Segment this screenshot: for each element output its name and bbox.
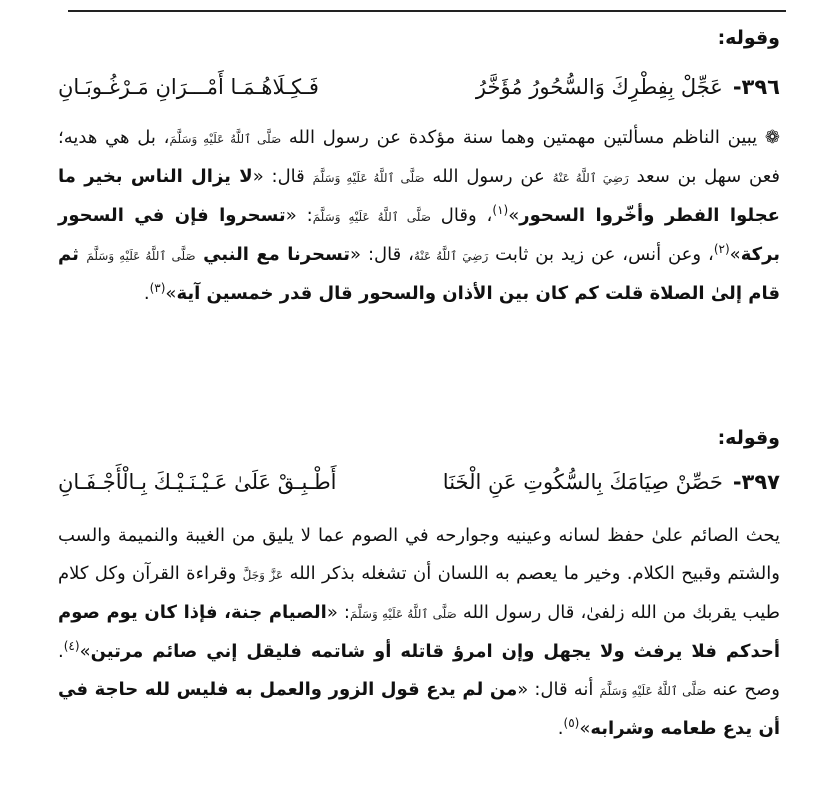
paragraph-text: . وصح عنه — [58, 641, 780, 700]
paragraph-text: ، قال: « — [350, 244, 414, 265]
commentary-paragraph-396 — [58, 119, 780, 313]
verse-number: ٣٩٦- — [732, 75, 780, 99]
paragraph-text: » — [579, 718, 591, 739]
paragraph-text: . — [557, 718, 564, 739]
paragraph-text: : « — [326, 602, 350, 623]
section-label: وقوله: — [717, 427, 780, 449]
honorific-phrase: صَلَّى ٱللَّهُ عَلَيْهِ وَسَلَّمَ — [169, 132, 282, 146]
paragraph-text: » — [729, 244, 741, 265]
commentary-paragraph-397 — [58, 517, 780, 748]
paragraph-text: ، بل هي هديه؛ فعن سهل بن سعد — [58, 127, 780, 187]
paragraph-text: قال: « — [252, 166, 313, 187]
section-label: وقوله: — [717, 27, 780, 49]
header-rule — [68, 10, 786, 12]
verse-hemistich-second: أَطْـبِـقْ عَلَىٰ عَـيْـنَـيْـكَ بِـالْأَجْـفَـانِ — [58, 470, 337, 494]
footnote-marker: (١) — [492, 203, 509, 217]
hadith-quote: تسحروا فإن في السحور بركة — [58, 205, 781, 265]
paragraph-text: » — [165, 283, 177, 304]
section-397 — [58, 426, 780, 450]
footnote-marker: (٢) — [713, 242, 730, 256]
honorific-phrase: صَلَّى ٱللَّهُ عَلَيْهِ وَسَلَّمَ — [599, 684, 707, 698]
honorific-phrase: صَلَّى ٱللَّهُ عَلَيْهِ وَسَلَّمَ — [349, 607, 457, 621]
paragraph-text: » — [79, 641, 91, 662]
paragraph-text: ❁ يبين الناظم مسألتين مهمتين وهما سنة مؤكدة عن رسول الله — [281, 127, 780, 148]
hadith-quote: الصيام جنة، فإذا كان يوم صوم أحدكم فلا يرفث ولا يجهل وإن امرؤ قاتله أو شاتمه فليقل إني صائم مرتين — [58, 602, 780, 662]
paragraph-text: عن رسول الله — [424, 166, 553, 187]
paragraph-text: ، وعن أنس، عن زيد بن ثابت — [488, 244, 714, 265]
hadith-quote: تسحرنا مع النبي — [195, 244, 351, 265]
verse-397 — [58, 467, 780, 497]
honorific-phrase: رَضِيَ ٱللَّهُ عَنْهُ — [552, 171, 629, 185]
hadith-quote: لا يزال الناس بخير ما عجلوا الفطر وأخّروا السحور — [58, 166, 780, 226]
verse-hemistich-first: عَجِّلْ بِفِطْرِكَ وَالسُّحُورُ مُؤَخَّرُ — [475, 75, 723, 99]
footnote-marker: (٣) — [149, 281, 166, 295]
hadith-quote: ثم قام إلىٰ الصلاة قلت كم كان بين الأذان والسحور قال قدر خمسين آية — [58, 244, 780, 304]
honorific-phrase: صَلَّى ٱللَّهُ عَلَيْهِ وَسَلَّمَ — [312, 171, 425, 185]
paragraph-text: : « — [285, 205, 313, 226]
verse-number: ٣٩٧- — [732, 470, 780, 494]
section-396 — [58, 26, 780, 50]
verse-hemistich-second: فَـكِـلَاهُـمَـا أَمْـــرَانِ مَـرْغُـوبَـانِ — [58, 75, 319, 99]
paragraph-text: أنه قال: « — [517, 679, 600, 700]
paragraph-text: وقراءة القرآن وكل كلام طيب يقربك من الله زلفىٰ، قال رسول الله — [58, 563, 780, 623]
footnote-marker: (٥) — [563, 716, 580, 730]
hadith-quote: من لم يدع قول الزور والعمل به فليس لله حاجة في أن يدع طعامه وشرابه — [58, 679, 780, 739]
paragraph-text: ، وقال — [430, 205, 493, 226]
paragraph-text: . — [143, 283, 150, 304]
verse-hemistich-first: حَصِّنْ صِيَامَكَ بِالسُّكُوتِ عَنِ الْخَنَا — [442, 470, 723, 494]
paragraph-text: يحث الصائم علىٰ حفظ لسانه وعينيه وجوارحه في الصوم عما لا يليق من الغيبة والنميمة والسب والشتم وقبيح الكلام. وخير ما يعصم به اللسان أن تشغله بذكر الله — [58, 525, 780, 584]
verse-396 — [58, 72, 780, 102]
footnote-marker: (٤) — [63, 639, 80, 653]
honorific-phrase: رَضِيَ ٱللَّهُ عَنْهُ — [413, 249, 489, 263]
honorific-phrase: صَلَّى ٱللَّهُ عَلَيْهِ وَسَلَّمَ — [312, 210, 431, 224]
honorific-phrase: عَزَّ وَجَلَّ — [242, 568, 284, 582]
paragraph-text: » — [508, 205, 520, 226]
honorific-phrase: صَلَّى ٱللَّهُ عَلَيْهِ وَسَلَّمَ — [86, 249, 196, 263]
